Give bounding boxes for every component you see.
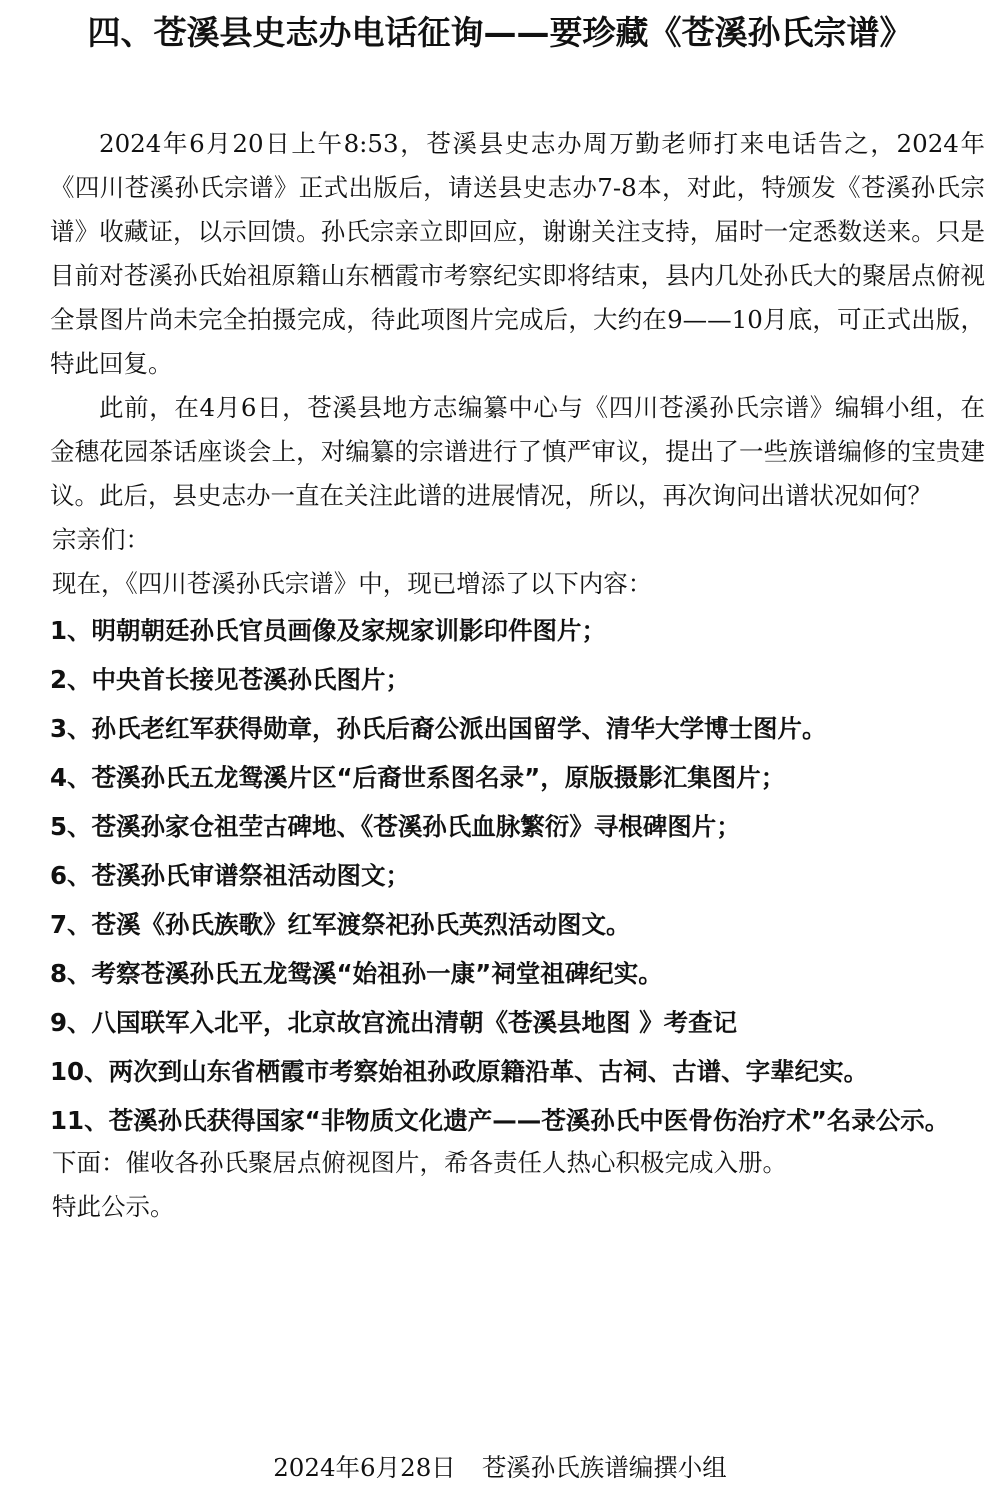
list-item: 10、两次到山东省栖霞市考察始祖孙政原籍沿革、古祠、古谱、字辈纪实。 (50, 1057, 869, 1086)
list-item: 6、苍溪孙氏审谱祭祖活动图文； (50, 861, 411, 890)
list-item: 8、考察苍溪孙氏五龙鸳溪“始祖孙一康”祠堂祖碑纪实。 (50, 959, 663, 988)
list-item: 1、明朝朝廷孙氏官员画像及家规家训影印件图片； (50, 616, 607, 645)
signature-footer (0, 1448, 1000, 1488)
added-content-list (50, 606, 985, 1145)
paragraph-previous-review: 此前，在4月6日，苍溪县地方志编纂中心与《四川苍溪孙氏宗谱》编辑小组，在金穗花园茶话座谈会上，对编纂的宗谱进行了慎严审议，提出了一些族谱编修的宝贵建议。此后，县史志办一直在关注此谱的进展情况，所以，再次询问出谱状况如何？ (50, 393, 985, 510)
document-body (50, 122, 985, 1229)
intro-line: 现在，《四川苍溪孙氏宗谱》中，现已增添了以下内容： (52, 569, 653, 598)
list-item: 9、八国联军入北平，北京故宫流出清朝《苍溪县地图 》考查记 (50, 1008, 738, 1037)
list-item: 11、苍溪孙氏获得国家“非物质文化遗产——苍溪孙氏中医骨伤治疗术”名录公示。 (50, 1106, 950, 1135)
footer-date: 2024年6月28日 (273, 1453, 456, 1482)
page-title: 四、苍溪县史志办电话征询——要珍藏《苍溪孙氏宗谱》 (87, 13, 913, 52)
list-item: 3、孙氏老红军获得勋章，孙氏后裔公派出国留学、清华大学博士图片。 (50, 714, 827, 743)
closing-line: 下面：催收各孙氏聚居点俯视图片，希各责任人热心积极完成入册。 (52, 1148, 787, 1177)
paragraph-phone-inquiry: 2024年6月20日上午8:53，苍溪县史志办周万勤老师打来电话告之，2024年《四川苍溪孙氏宗谱》正式出版后，请送县史志办7-8本，对此，特颁发《苍溪孙氏宗谱》收藏证，以示回馈。孙氏宗亲立即回应，谢谢关注支持，届时一定悉数送来。只是目前对苍溪孙氏始祖原籍山东栖霞市考察纪实即将结束，县内几处孙氏大的聚居点俯视全景图片尚未完全拍摄完成，待此项图片完成后，大约在9——10月底，可正式出版，特此回复。 (50, 129, 985, 378)
greeting: 宗亲们： (52, 525, 150, 554)
list-item: 7、苍溪《孙氏族歌》红军渡祭祀孙氏英烈活动图文。 (50, 910, 631, 939)
list-item: 4、苍溪孙氏五龙鸳溪片区“后裔世系图名录”，原版摄影汇集图片； (50, 763, 786, 792)
notice-line: 特此公示。 (52, 1192, 175, 1221)
list-item: 2、中央首长接见苍溪孙氏图片； (50, 665, 411, 694)
footer-author: 苍溪孙氏族谱编撰小组 (481, 1453, 727, 1482)
list-item: 5、苍溪孙家仓祖茔古碑地、《苍溪孙氏血脉繁衍》寻根碑图片； (50, 812, 741, 841)
